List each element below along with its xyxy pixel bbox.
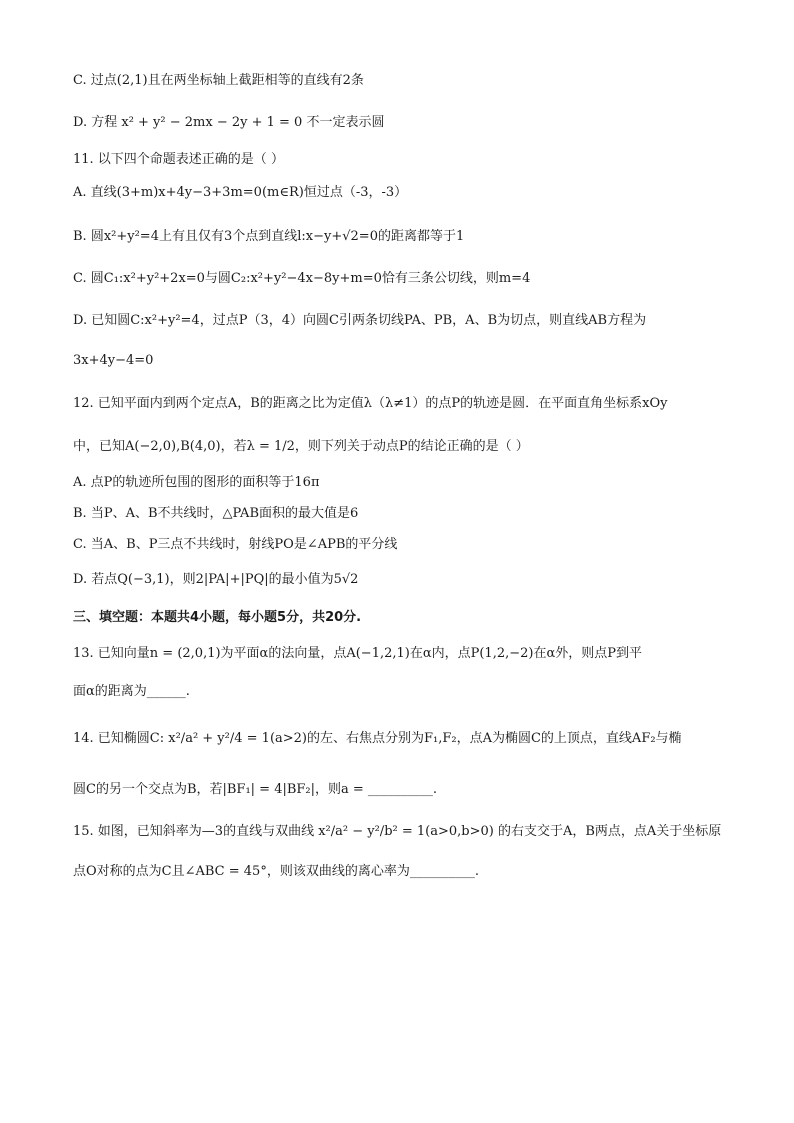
question-13: 13. 已知向量n = (2,0,1)为平面α的法向量，点A(−1,2,1)在α内，点P(1,2,−2)在α外，则点P到平: [73, 646, 643, 661]
option-c-12: C. 当A、B、P三点不共线时，射线PO是∠APB的平分线: [73, 537, 398, 552]
option-d-10: D. 方程 x² + y² − 2mx − 2y + 1 = 0 不一定表示圆: [73, 115, 385, 130]
question-15: 15. 如图，已知斜率为—3的直线与双曲线 x²/a² − y²/b² = 1(a>0,b>0) 的右支交于A，B两点，点A关于坐标原: [73, 824, 722, 839]
question-14-cont: 圆C的另一个交点为B，若|BF₁| = 4|BF₂|，则a = __________.: [73, 782, 438, 797]
option-c-11: C. 圆C₁:x²+y²+2x=0与圆C₂:x²+y²−4x−8y+m=0恰有三条公切线，则m=4: [73, 271, 531, 286]
option-d-11-cont: 3x+4y−4=0: [73, 353, 154, 368]
section-heading: 三、填空题：本题共4小题，每小题5分，共20分.: [73, 610, 362, 625]
question-12: 12. 已知平面内到两个定点A，B的距离之比为定值λ（λ≠1）的点P的轨迹是圆．在平面直角坐标系xOy: [73, 396, 668, 411]
question-12-cont: 中，已知A(−2,0),B(4,0)，若λ = 1/2，则下列关于动点P的结论正确的是（ ）: [73, 439, 529, 454]
question-15-cont: 点O对称的点为C且∠ABC = 45°，则该双曲线的离心率为__________.: [73, 864, 479, 879]
option-d-11: D. 已知圆C:x²+y²=4，过点P（3，4）向圆C引两条切线PA、PB，A、B为切点，则直线AB方程为: [73, 313, 647, 328]
option-b-12: B. 当P、A、B不共线时，△PAB面积的最大值是6: [73, 506, 359, 521]
question-14: 14. 已知椭圆C: x²/a² + y²/4 = 1(a>2)的左、右焦点分别为F₁,F₂，点A为椭圆C的上顶点，直线AF₂与椭: [73, 731, 682, 746]
option-b-11: B. 圆x²+y²=4上有且仅有3个点到直线l:x−y+√2=0的距离都等于1: [73, 229, 465, 244]
option-c-10: C. 过点(2,1)且在两坐标轴上截距相等的直线有2条: [73, 73, 364, 88]
question-11: 11. 以下四个命题表述正确的是（ ）: [73, 152, 284, 167]
option-d-12: D. 若点Q(−3,1)，则2|PA|+|PQ|的最小值为5√2: [73, 572, 359, 587]
option-a-12: A. 点P的轨迹所包围的图形的面积等于16π: [73, 475, 320, 490]
question-13-cont: 面α的距离为______.: [73, 684, 190, 699]
option-a-11: A. 直线(3+m)x+4y−3+3m=0(m∈R)恒过点（-3，-3）: [73, 185, 408, 200]
